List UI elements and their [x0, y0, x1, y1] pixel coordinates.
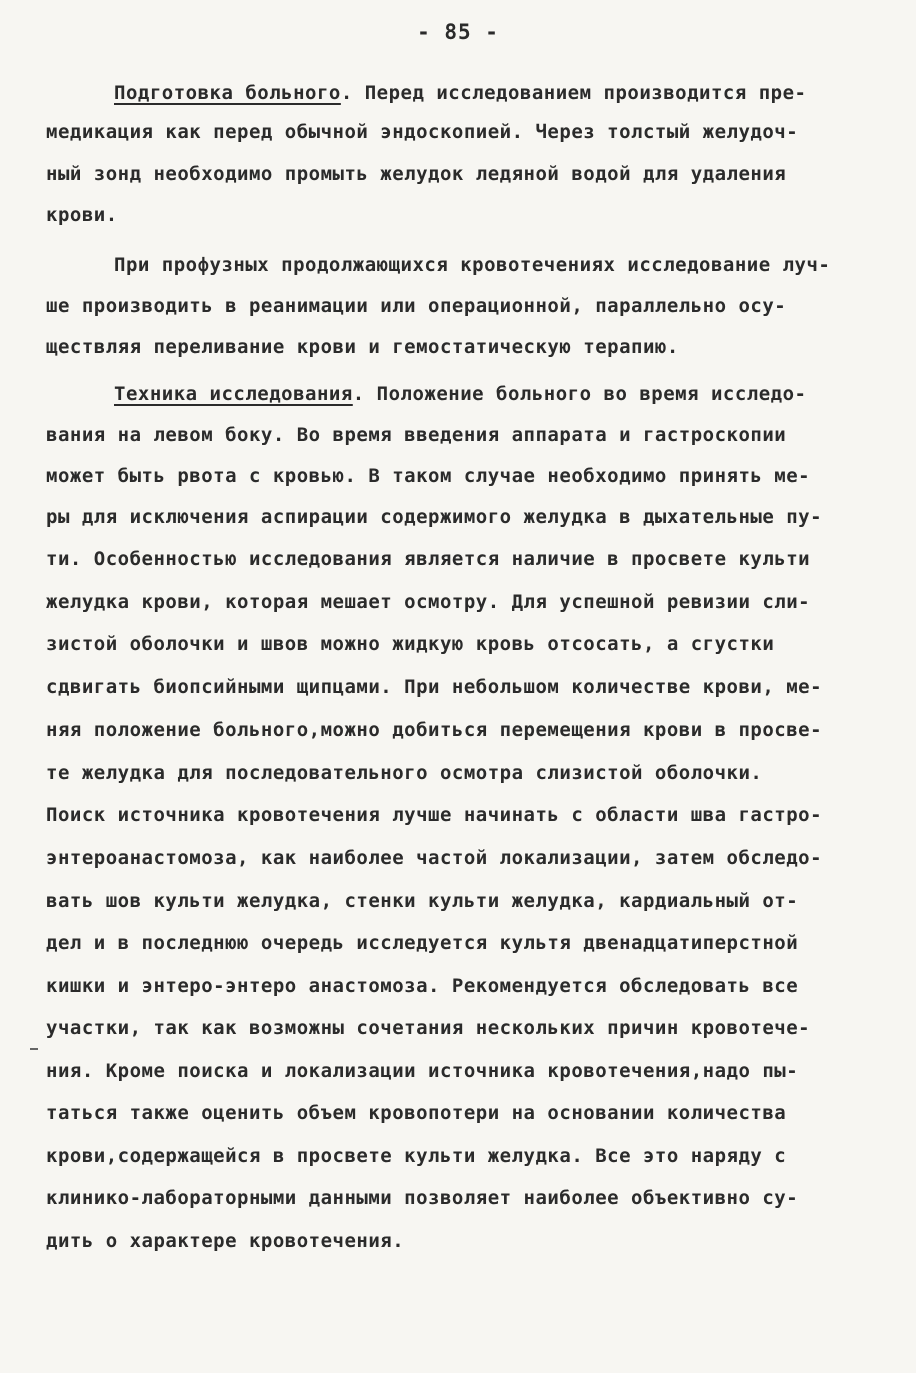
text-line: сдвигать биопсийными щипцами. При небольшом количестве крови, ме- — [46, 676, 823, 698]
text-line — [114, 378, 806, 410]
text-line: При профузных продолжающихся кровотечениях исследование луч- — [114, 254, 831, 276]
text-line: зистой оболочки и швов можно жидкую кровь отсосать, а сгустки — [46, 633, 775, 655]
text-line: желудка крови, которая мешает осмотру. Для успешной ревизии сли- — [46, 591, 811, 613]
text-line: участки, так как возможны сочетания нескольких причин кровотече- — [46, 1017, 811, 1039]
text-line: может быть рвота с кровью. В таком случае необходимо принять ме- — [46, 465, 811, 487]
text-line: кишки и энтеро-энтеро анастомоза. Рекомендуется обследовать все — [46, 975, 799, 997]
text-line: таться также оценить объем кровопотери на основании количества — [46, 1102, 787, 1124]
text-line: ществляя переливание крови и гемостатическую терапию. — [46, 336, 679, 358]
text-line: энтероанастомоза, как наиболее частой локализации, затем обследо- — [46, 847, 823, 869]
text-line: ры для исключения аспирации содержимого желудка в дыхательные пу- — [46, 506, 823, 528]
text-line: клинико-лабораторными данными позволяет наиболее объективно су- — [46, 1187, 799, 1209]
text-line: ше производить в реанимации или операционной, параллельно осу- — [46, 295, 787, 317]
text-line: крови. — [46, 204, 118, 226]
text-line: ный зонд необходимо промыть желудок ледяной водой для удаления — [46, 163, 787, 185]
text-line: дел и в последнюю очередь исследуется культя двенадцатиперстной — [46, 932, 799, 954]
text-line: крови,содержащейся в просвете культи желудка. Все это наряду с — [46, 1145, 787, 1167]
text-line: медикация как перед обычной эндоскопией. Через толстый желудоч- — [46, 121, 799, 143]
section-heading-patient-preparation: Подготовка больного — [114, 82, 341, 104]
text-line: няя положение больного,можно добиться перемещения крови в просве- — [46, 719, 823, 741]
text-line: вания на левом боку. Во время введения аппарата и гастроскопии — [46, 424, 787, 446]
text-line: Поиск источника кровотечения лучше начинать с области шва гастро- — [46, 804, 823, 826]
section-heading-examination-technique: Техника исследования — [114, 383, 353, 405]
text-line: те желудка для последовательного осмотра слизистой оболочки. — [46, 762, 763, 784]
text-line: вать шов культи желудка, стенки культи желудка, кардиальный от- — [46, 890, 799, 912]
margin-mark — [30, 1048, 38, 1050]
text-line: ти. Особенностью исследования является наличие в просвете культи — [46, 548, 811, 570]
text-line: дить о характере кровотечения. — [46, 1230, 405, 1252]
text-span: . Положение больного во время исследо- — [352, 383, 807, 405]
text-line: ния. Кроме поиска и локализации источника кровотечения,надо пы- — [46, 1060, 799, 1082]
text-span: . Перед исследованием производится пре- — [340, 82, 807, 104]
text-line — [114, 77, 806, 109]
page-number: - 85 - — [417, 20, 499, 44]
